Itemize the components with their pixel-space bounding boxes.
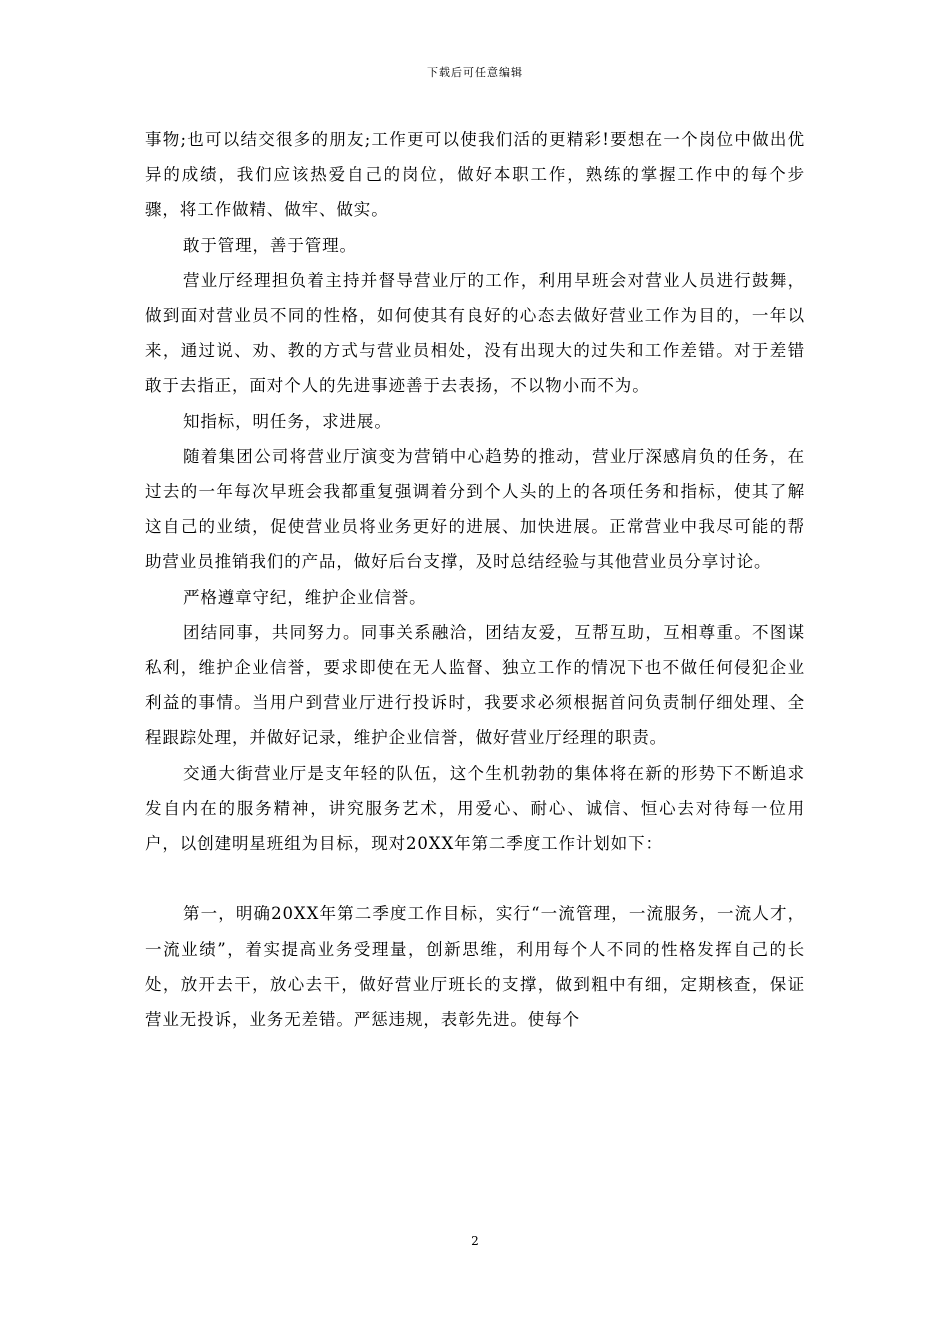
paragraph-targets: 随着集团公司将营业厅演变为营销中心趋势的推动，营业厅深感肩负的任务，在过去的一年每次早班会我都重复强调着分到个人头的上的各项任务和指标，使其了解这自己的业绩，促使营业员将业务更好的进展、加快进展。正常营业中我尽可能的帮助营业员推销我们的产品，做好后台支撑，及时总结经验与其他营业员分享讨论。	[145, 446, 805, 572]
paragraph-plan-item-1: 第一，明确20XX年第二季度工作目标，实行“一流管理，一流服务，一流人才，一流业绩”，着实提高业务受理量，创新思维，利用每个人不同的性格发挥自己的长处，放开去干，放心去干，做好营业厅班长的支撑，做到粗中有细，定期核查，保证营业无投诉，业务无差错。严惩违规，表彰先进。使每个	[145, 904, 805, 1030]
paragraph-plan-intro: 交通大街营业厅是支年轻的队伍，这个生机勃勃的集体将在新的形势下不断追求发自内在的服务精神，讲究服务艺术，用爱心、耐心、诚信、恒心去对待每一位用户，以创建明星班组为目标，现对20XX年第二季度工作计划如下：	[145, 763, 805, 854]
document-body	[145, 122, 805, 1037]
page-number: 2	[471, 1234, 479, 1248]
paragraph-manager-duties: 营业厅经理担负着主持并督导营业厅的工作，利用早班会对营业人员进行鼓舞，做到面对营业员不同的性格，如何使其有良好的心态去做好营业工作为目的，一年以来，通过说、劝、教的方式与营业员相处，没有出现大的过失和工作差错。对于差错敢于去指正，面对个人的先进事迹善于去表扬，不以物小而不为。	[145, 270, 805, 396]
section-heading-discipline: 严格遵章守纪，维护企业信誉。	[182, 587, 427, 607]
blank-line	[145, 861, 805, 896]
section-heading-management: 敢于管理，善于管理。	[182, 235, 357, 255]
page-header: 下载后可任意编辑	[427, 66, 523, 79]
paragraph-teamwork: 团结同事，共同努力。同事关系融洽，团结友爱，互帮互助，互相尊重。不图谋私利，维护企业信誉，要求即使在无人监督、独立工作的情况下也不做任何侵犯企业利益的事情。当用户到营业厅进行投诉时，我要求必须根据首问负责制仔细处理、全程跟踪处理，并做好记录，维护企业信誉，做好营业厅经理的职责。	[145, 622, 805, 748]
section-heading-targets: 知指标，明任务，求进展。	[182, 411, 392, 431]
paragraph-continuation: 事物;也可以结交很多的朋友;工作更可以使我们活的更精彩!要想在一个岗位中做出优异的成绩，我们应该热爱自己的岗位，做好本职工作，熟练的掌握工作中的每个步骤，将工作做精、做牢、做实。	[145, 130, 805, 220]
